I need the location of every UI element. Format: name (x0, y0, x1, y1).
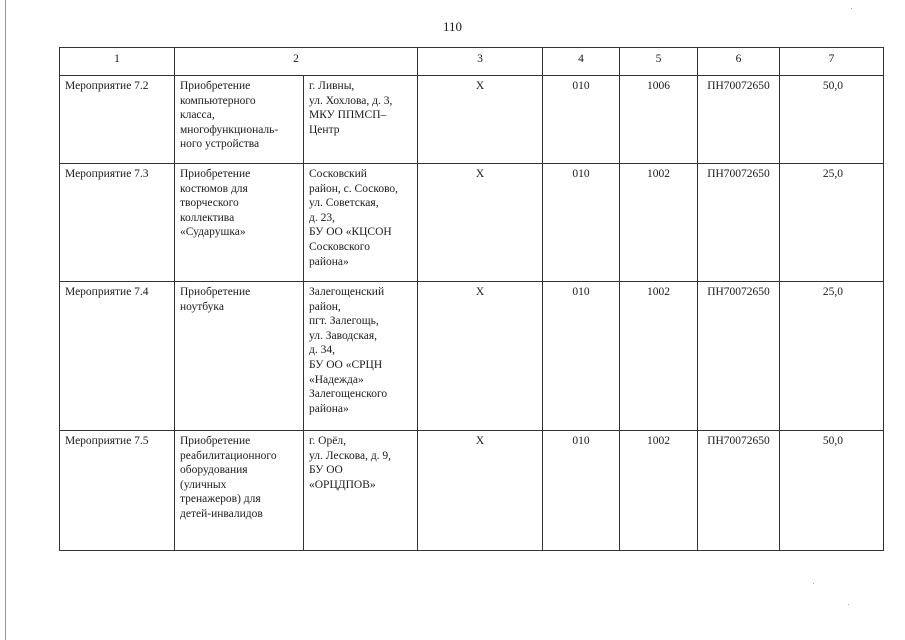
address-cell-line: района» (309, 255, 349, 268)
description-cell-line: ного устройства (180, 138, 260, 151)
address-cell-line: района» (309, 402, 349, 415)
description-cell-line: компьютерного (180, 94, 256, 107)
scan-edge-line (5, 0, 6, 640)
activity-cell: Мероприятие 7.4 (60, 282, 175, 431)
col3-cell: X (418, 431, 543, 551)
address-cell-line: БУ ОО «КЦСОН (309, 226, 392, 239)
col6-cell: ПН70072650 (698, 76, 780, 164)
address-cell-line: район, с. Сосково, (309, 182, 399, 195)
address-cell (304, 164, 418, 282)
col5-cell: 1002 (620, 282, 698, 431)
address-cell-line: Сосковского (309, 240, 370, 253)
address-cell-line: «Надежда» (309, 373, 364, 386)
description-cell-line: костюмов для (180, 182, 248, 195)
page-number: 110 (442, 19, 463, 34)
address-cell-line: Сосковский (309, 168, 367, 180)
table-row (60, 76, 884, 164)
activity-cell: Мероприятие 7.5 (60, 431, 175, 551)
address-cell-line: «ОРЦДПОВ» (309, 478, 376, 491)
address-cell-line: пгт. Залегощь, (309, 315, 379, 328)
address-cell-line: д. 34, (309, 344, 335, 357)
table-row (60, 164, 884, 282)
col5-cell: 1002 (620, 164, 698, 282)
header-cell-5: 5 (620, 48, 698, 76)
col3-cell: X (418, 164, 543, 282)
col6-cell: ПН70072650 (698, 164, 780, 282)
description-cell-line: (уличных (180, 478, 227, 491)
description-cell-line: Приобретение (180, 435, 251, 447)
description-cell-line: Приобретение (180, 168, 251, 180)
budget-table (59, 47, 884, 551)
header-cell-7: 7 (780, 48, 884, 76)
col3-cell: X (418, 76, 543, 164)
description-cell (175, 431, 304, 551)
table-row (60, 282, 884, 431)
table-row (60, 431, 884, 551)
scan-speck (851, 8, 852, 9)
address-cell-line: д. 23, (309, 211, 335, 224)
address-cell-line: БУ ОО «СРЦН (309, 358, 383, 371)
col3-cell: X (418, 282, 543, 431)
address-cell (304, 76, 418, 164)
address-cell-line: Залегощенского (309, 388, 388, 401)
address-cell-line: район, (309, 300, 341, 313)
col7-cell: 25,0 (780, 164, 884, 282)
description-cell-line: Приобретение (180, 80, 251, 92)
col5-cell: 1006 (620, 76, 698, 164)
header-cell-4: 4 (543, 48, 620, 76)
description-cell-line: многофункциональ- (180, 123, 279, 136)
description-cell (175, 282, 304, 431)
scan-speck (813, 583, 814, 584)
address-cell-line: Залегощенский (309, 286, 385, 298)
header-cell-6: 6 (698, 48, 780, 76)
address-cell-line: Центр (309, 123, 340, 136)
address-cell (304, 282, 418, 431)
description-cell-line: оборудования (180, 464, 248, 477)
col7-cell: 50,0 (780, 431, 884, 551)
address-cell-line: г. Ливны, (309, 80, 355, 92)
table-header-row (60, 48, 884, 76)
col4-cell: 010 (543, 76, 620, 164)
col7-cell: 50,0 (780, 76, 884, 164)
address-cell-line: МКУ ППМСП– (309, 109, 387, 122)
header-cell-2: 2 (175, 48, 418, 76)
col6-cell: ПН70072650 (698, 282, 780, 431)
col4-cell: 010 (543, 431, 620, 551)
activity-cell: Мероприятие 7.2 (60, 76, 175, 164)
address-cell-line: ул. Заводская, (309, 329, 378, 342)
address-cell (304, 431, 418, 551)
col5-cell: 1002 (620, 431, 698, 551)
description-cell-line: «Сударушка» (180, 226, 246, 239)
header-cell-3: 3 (418, 48, 543, 76)
description-cell (175, 76, 304, 164)
col6-cell: ПН70072650 (698, 431, 780, 551)
address-cell-line: БУ ОО (309, 464, 343, 477)
address-cell-line: г. Орёл, (309, 435, 346, 447)
description-cell-line: класса, (180, 109, 215, 122)
description-cell-line: детей-инвалидов (180, 507, 263, 520)
description-cell (175, 164, 304, 282)
description-cell-line: ноутбука (180, 300, 224, 313)
activity-cell: Мероприятие 7.3 (60, 164, 175, 282)
description-cell-line: творческого (180, 197, 239, 210)
description-cell-line: реабилитационного (180, 449, 277, 462)
address-cell-line: ул. Лескова, д. 9, (309, 449, 392, 462)
description-cell-line: Приобретение (180, 286, 251, 298)
address-cell-line: ул. Советская, (309, 197, 379, 210)
col4-cell: 010 (543, 164, 620, 282)
header-cell-1: 1 (60, 48, 175, 76)
col7-cell: 25,0 (780, 282, 884, 431)
address-cell-line: ул. Хохлова, д. 3, (309, 94, 393, 107)
scan-speck (848, 604, 849, 605)
description-cell-line: коллектива (180, 211, 235, 224)
col4-cell: 010 (543, 282, 620, 431)
description-cell-line: тренажеров) для (180, 493, 261, 506)
